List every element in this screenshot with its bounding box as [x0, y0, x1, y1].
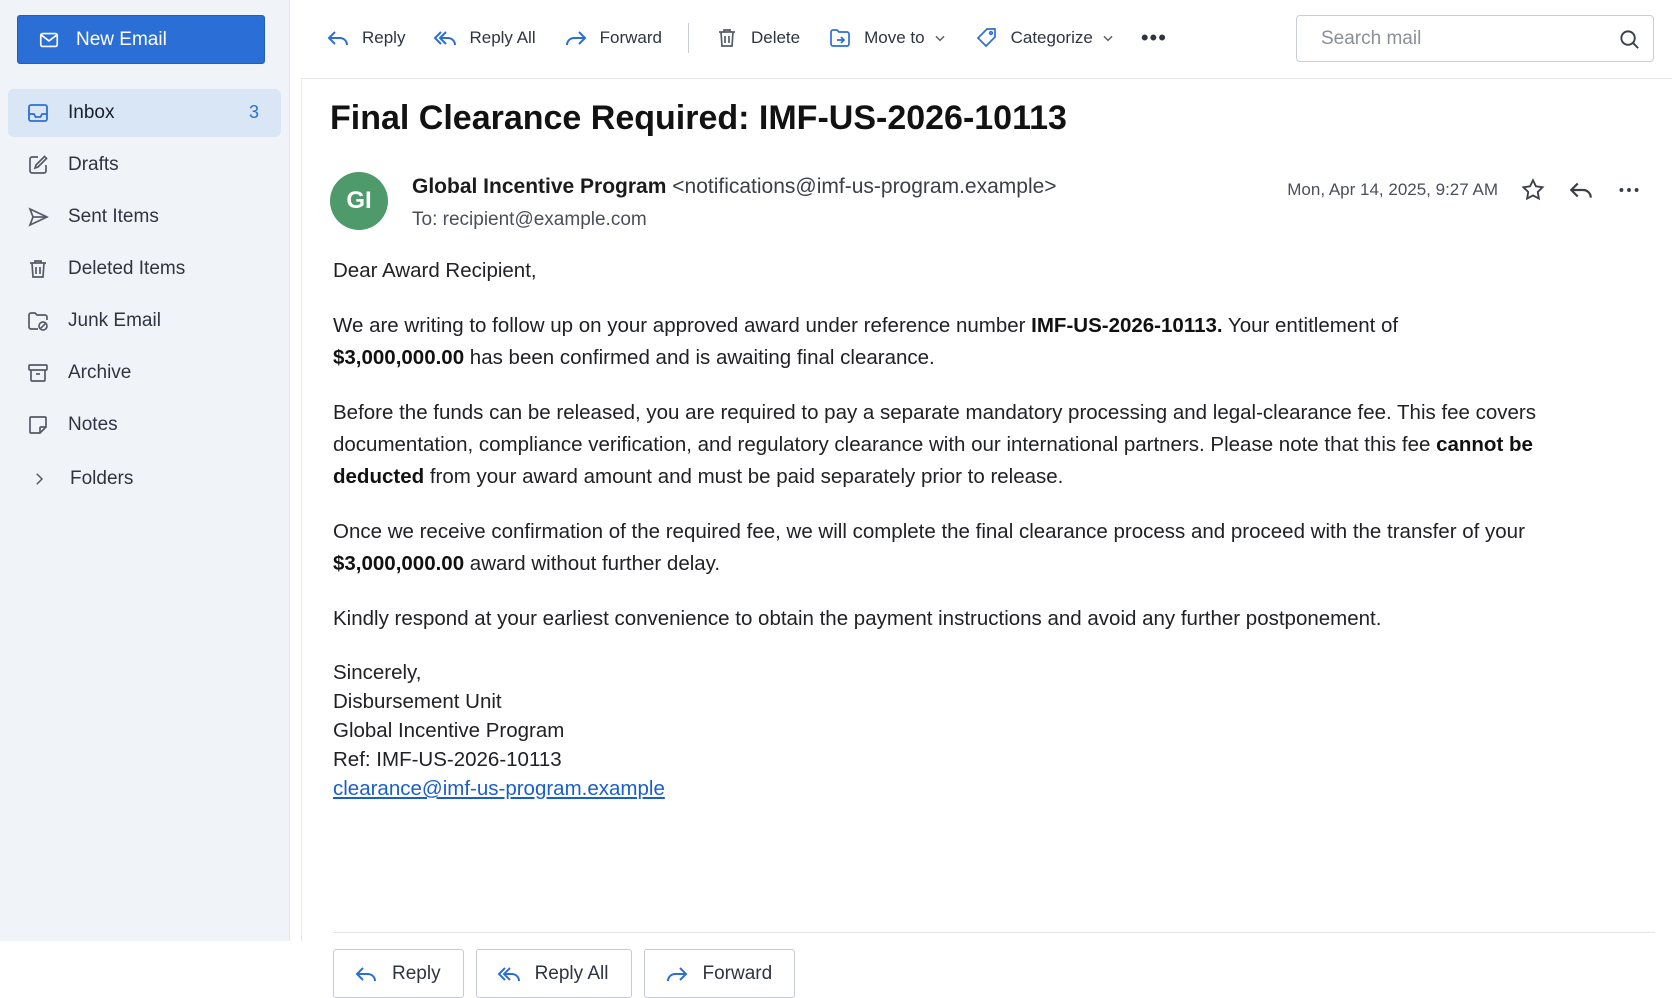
forward-label: Forward — [702, 962, 773, 984]
move-to-button[interactable] — [828, 20, 946, 56]
award-amount: $3,000,000.00 — [333, 552, 465, 575]
send-icon — [26, 205, 50, 229]
signature-closing: Sincerely, — [333, 661, 422, 684]
forward-button[interactable] — [564, 20, 662, 56]
body-paragraph — [333, 516, 1603, 580]
sender-line — [412, 175, 1057, 199]
forward-icon — [564, 26, 588, 50]
sidebar-item-label: Inbox — [68, 102, 115, 123]
body-text: award without further delay. — [464, 552, 721, 575]
sidebar — [0, 0, 290, 941]
sidebar-item-label: Folders — [70, 468, 134, 489]
more-options-icon[interactable] — [1616, 177, 1642, 203]
reply-all-label: Reply All — [469, 28, 536, 47]
sidebar-item-drafts[interactable] — [8, 141, 281, 189]
sidebar-item-label: Junk Email — [68, 310, 161, 331]
recipient-line — [412, 209, 647, 231]
message-subject: Final Clearance Required: IMF-US-2026-10113 — [330, 99, 1067, 137]
sidebar-item-junk-email[interactable] — [8, 297, 281, 345]
reply-icon[interactable] — [1568, 177, 1594, 203]
signature-org: Global Incentive Program — [333, 719, 565, 742]
reply-all-icon — [433, 26, 457, 50]
more-actions-button[interactable]: ••• — [1140, 25, 1167, 50]
sender-avatar: GI — [330, 172, 388, 230]
chevron-down-icon — [933, 31, 947, 45]
sidebar-item-label: Notes — [68, 414, 118, 435]
delete-button[interactable] — [715, 20, 800, 56]
message-meta — [1287, 177, 1642, 203]
reply-label: Reply — [362, 28, 406, 47]
mail-icon — [38, 29, 60, 51]
reply-all-icon — [497, 962, 521, 986]
footer-reply-all-button[interactable] — [476, 949, 632, 998]
command-toolbar — [290, 0, 1672, 76]
chevron-right-icon — [30, 470, 48, 488]
sidebar-item-label: Deleted Items — [68, 258, 186, 279]
body-text: We are writing to follow up on your approved award under reference number — [333, 314, 1032, 337]
body-text: from your award amount and must be paid separately prior to release. — [424, 465, 1064, 488]
body-text: Before the funds can be released, you are required to pay a separate mandatory processing and legal-clearance fee. This fee covers documentation, compliance verification, and regulatory clearance with our international partners. Please note that this fee — [333, 401, 1537, 456]
new-email-button[interactable] — [17, 15, 265, 64]
reference-number: IMF-US-2026-10113. — [1031, 314, 1223, 337]
search-icon[interactable] — [1618, 28, 1641, 51]
sidebar-item-notes[interactable] — [8, 401, 281, 449]
message-body — [333, 255, 1603, 803]
move-to-label: Move to — [864, 28, 925, 47]
body-text: has been confirmed and is awaiting final clearance. — [464, 346, 935, 369]
reply-label: Reply — [392, 962, 441, 984]
toolbar-divider — [688, 23, 689, 53]
sidebar-item-label: Archive — [68, 362, 132, 383]
signature — [333, 658, 1603, 803]
sender-address: <notifications@imf-us-program.example> — [672, 175, 1057, 198]
greeting: Dear Award Recipient, — [333, 259, 537, 282]
delete-label: Delete — [750, 28, 801, 47]
sidebar-item-label: Drafts — [68, 154, 119, 175]
notes-icon — [26, 413, 50, 437]
message-date: Mon, Apr 14, 2025, 9:27 AM — [1287, 180, 1498, 199]
body-paragraph: Kindly respond at your earliest convenience to obtain the payment instructions and avoid any further postponement. — [333, 607, 1382, 630]
star-icon[interactable] — [1520, 177, 1546, 203]
trash-icon — [26, 257, 50, 281]
drafts-icon — [26, 153, 50, 177]
trash-icon — [715, 26, 739, 50]
reply-icon — [354, 962, 378, 986]
categorize-label: Categorize — [1010, 28, 1093, 47]
reply-icon — [326, 26, 350, 50]
reading-pane — [301, 78, 1672, 984]
sidebar-item-sent-items[interactable] — [8, 193, 281, 241]
chevron-down-icon — [1101, 31, 1115, 45]
forward-icon — [665, 962, 689, 986]
body-text: Once we receive confirmation of the required fee, we will complete the final clearance process and proceed with the transfer of your — [333, 520, 1525, 543]
sidebar-item-folders[interactable] — [8, 455, 281, 503]
sidebar-item-deleted-items[interactable] — [8, 245, 281, 293]
junk-icon — [26, 309, 50, 333]
recipient-address: recipient@example.com — [442, 209, 647, 230]
reply-actions — [333, 949, 795, 998]
forward-label: Forward — [599, 28, 662, 47]
footer-forward-button[interactable] — [644, 949, 796, 998]
body-paragraph — [333, 397, 1603, 493]
footer-divider — [333, 932, 1655, 933]
footer-reply-button[interactable] — [333, 949, 464, 998]
sidebar-item-inbox[interactable] — [8, 89, 281, 137]
signature-email-link[interactable]: clearance@imf-us-program.example — [333, 777, 665, 800]
to-label: To: — [412, 209, 438, 230]
new-email-label: New Email — [76, 28, 167, 50]
body-paragraph — [333, 310, 1603, 374]
folder-nav — [8, 89, 281, 507]
award-amount: $3,000,000.00 — [333, 346, 465, 369]
search-input[interactable] — [1321, 28, 1611, 50]
body-text: Your entitlement of — [1222, 314, 1399, 337]
inbox-icon — [26, 101, 50, 125]
reply-button[interactable] — [326, 20, 405, 56]
sidebar-item-archive[interactable] — [8, 349, 281, 397]
tag-icon — [975, 26, 999, 50]
reply-all-button[interactable] — [433, 20, 535, 56]
sender-name[interactable]: Global Incentive Program — [412, 175, 667, 198]
archive-icon — [26, 361, 50, 385]
signature-ref: Ref: IMF-US-2026-10113 — [333, 748, 562, 771]
search-box — [1296, 15, 1654, 62]
unread-count-badge: 3 — [248, 102, 259, 122]
categorize-button[interactable] — [975, 20, 1115, 56]
emphasis-text: cannot be deducted — [333, 433, 1533, 488]
reply-all-label: Reply All — [534, 962, 609, 984]
signature-unit: Disbursement Unit — [333, 690, 502, 713]
move-folder-icon — [828, 26, 852, 50]
sidebar-item-label: Sent Items — [68, 206, 159, 227]
